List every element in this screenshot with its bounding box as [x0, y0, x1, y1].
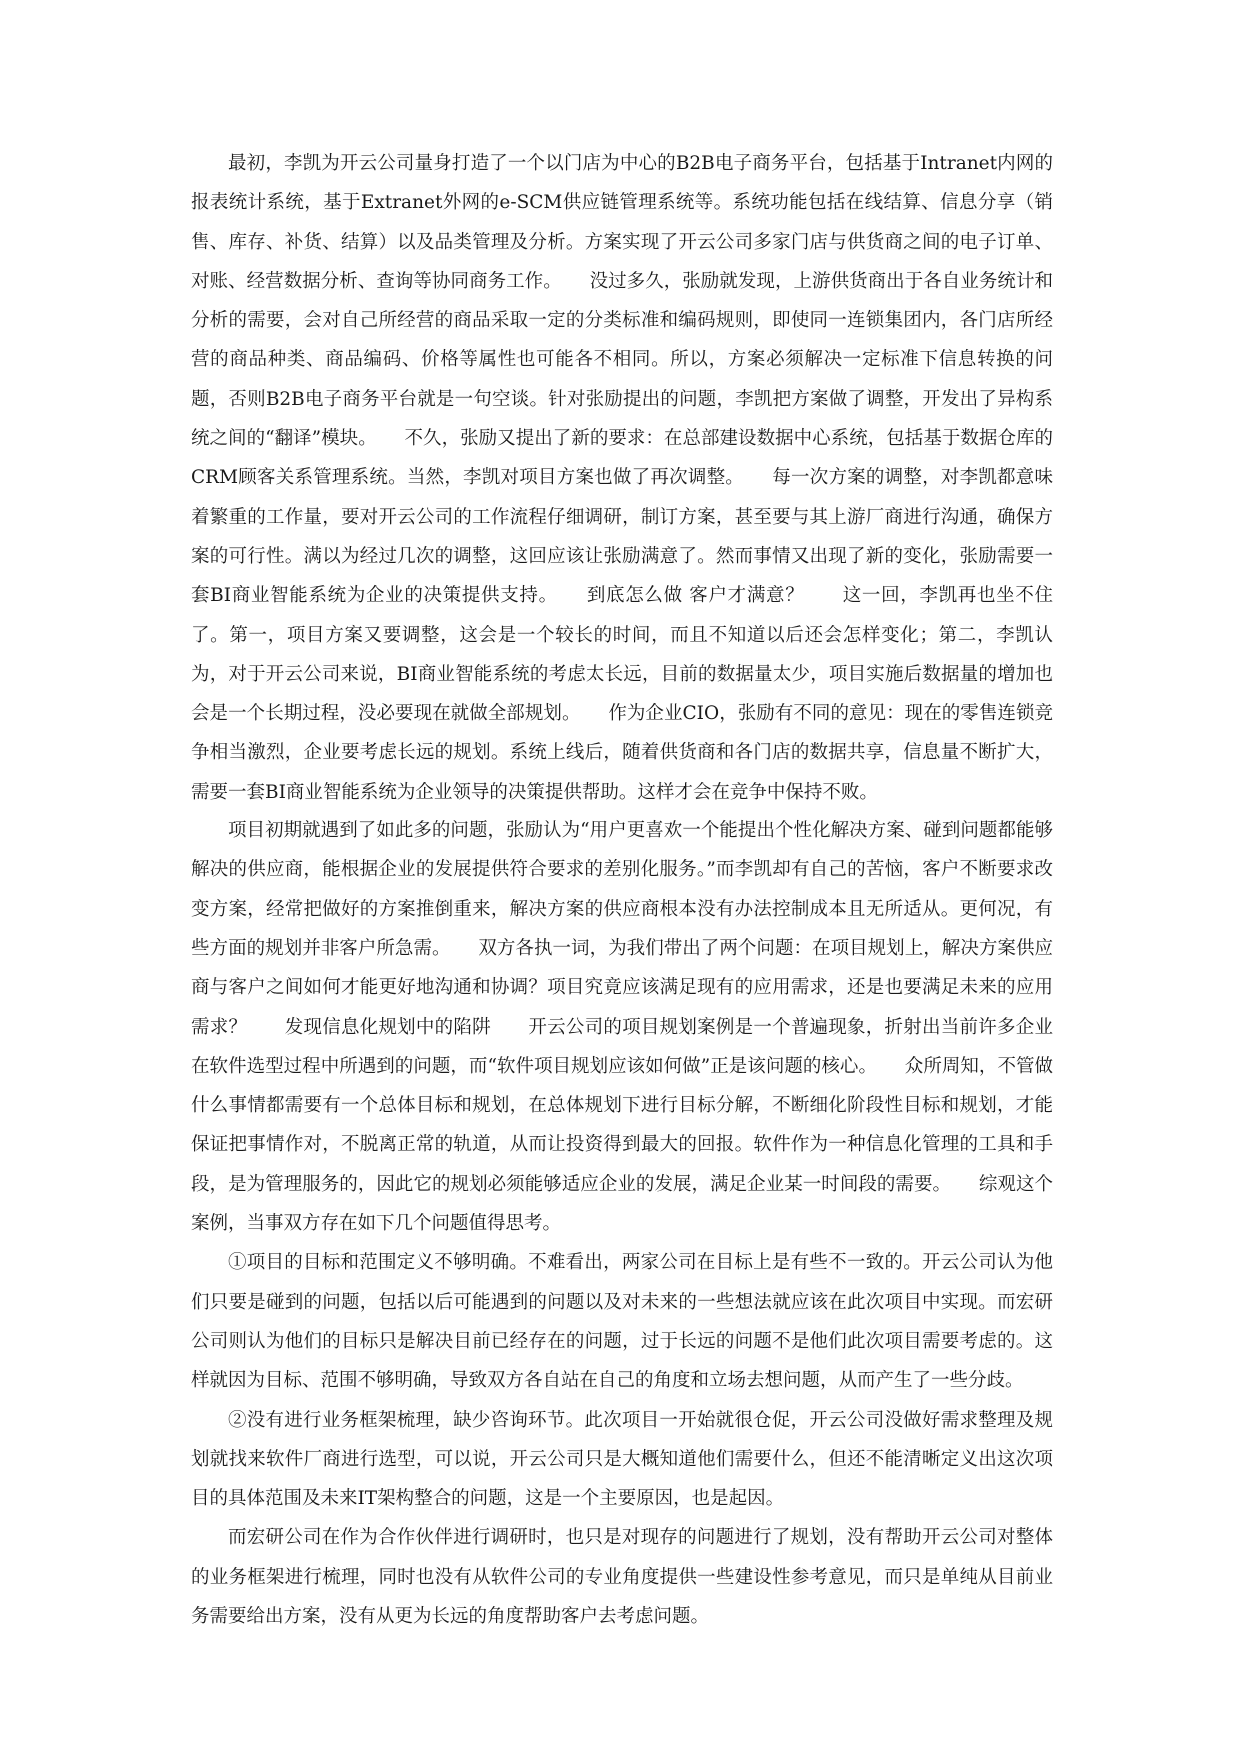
paragraph: ①项目的目标和范围定义不够明确。不难看出，两家公司在目标上是有些不一致的。开云公司认为他们只要是碰到的问题，包括以后可能遇到的问题以及对未来的一些想法就应该在此次项目中实现。而宏研公司则认为他们的目标只是解决目前已经存在的问题，过于长远的问题不是他们此次项目需要考虑的。这样就因为目标、范围不够明确，导致双方各自站在自己的角度和立场去想问题，从而产生了一些分歧。 — [191, 1252, 1053, 1392]
document-body — [191, 144, 1053, 1636]
paragraph: ②没有进行业务框架梳理，缺少咨询环节。此次项目一开始就很仓促，开云公司没做好需求整理及规划就找来软件厂商进行选型，可以说，开云公司只是大概知道他们需要什么，但还不能清晰定义出这次项目的具体范围及未来IT架构整合的问题，这是一个主要原因，也是起因。 — [191, 1409, 1053, 1510]
paragraph: 项目初期就遇到了如此多的问题，张励认为“用户更喜欢一个能提出个性化解决方案、碰到问题都能够解决的供应商，能根据企业的发展提供符合要求的差别化服务。”而李凯却有自己的苦恼，客户不断要求改变方案，经常把做好的方案推倒重来，解决方案的供应商根本没有办法控制成本且无所适从。更何况，有些方面的规划并非客户所急需。 双方各执一词，为我们带出了两个问题：在项目规划上，解决方案供应商与客户之间如何才能更好地沟通和协调？项目究竟应该满足现有的应用需求，还是也要满足未来的应用需求？ 发现信息化规划中的陷阱 开云公司的项目规划案例是一个普遍现象，折射出当前许多企业在软件选型过程中所遇到的问题，而“软件项目规划应该如何做”正是该问题的核心。 众所周知，不管做什么事情都需要有一个总体目标和规划，在总体规划下进行目标分解，不断细化阶段性目标和规划，才能保证把事情作对，不脱离正常的轨道，从而让投资得到最大的回报。软件作为一种信息化管理的工具和手段，是为管理服务的，因此它的规划必须能够适应企业的发展，满足企业某一时间段的需要。 综观这个案例，当事双方存在如下几个问题值得思考。 — [191, 820, 1053, 1235]
paragraph: 最初，李凯为开云公司量身打造了一个以门店为中心的B2B电子商务平台，包括基于Intranet内网的报表统计系统，基于Extranet外网的e-SCM供应链管理系统等。系统功能包括在线结算、信息分享（销售、库存、补货、结算）以及品类管理及分析。方案实现了开云公司多家门店与供货商之间的电子订单、对账、经营数据分析、查询等协同商务工作。 没过多久，张励就发现，上游供货商出于各自业务统计和分析的需要，会对自己所经营的商品采取一定的分类标准和编码规则，即使同一连锁集团内，各门店所经营的商品种类、商品编码、价格等属性也可能各不相同。所以，方案必须解决一定标准下信息转换的问题，否则B2B电子商务平台就是一句空谈。针对张励提出的问题，李凯把方案做了调整，开发出了异构系统之间的“翻译”模块。 不久，张励又提出了新的要求：在总部建设数据中心系统，包括基于数据仓库的CRM顾客关系管理系统。当然，李凯对项目方案也做了再次调整。 每一次方案的调整，对李凯都意味着繁重的工作量，要对开云公司的工作流程仔细调研，制订方案，甚至要与其上游厂商进行沟通，确保方案的可行性。满以为经过几次的调整，这回应该让张励满意了。然而事情又出现了新的变化，张励需要一套BI商业智能系统为企业的决策提供支持。 到底怎么做 客户才满意？ 这一回，李凯再也坐不住了。第一，项目方案又要调整，这会是一个较长的时间，而且不知道以后还会怎样变化；第二，李凯认为，对于开云公司来说，BI商业智能系统的考虑太长远，目前的数据量太少，项目实施后数据量的增加也会是一个长期过程，没必要现在就做全部规划。 作为企业CIO，张励有不同的意见：现在的零售连锁竞争相当激烈，企业要考虑长远的规划。系统上线后，随着供货商和各门店的数据共享，信息量不断扩大，需要一套BI商业智能系统为企业领导的决策提供帮助。这样才会在竞争中保持不败。 — [191, 153, 1053, 803]
paragraph: 而宏研公司在作为合作伙伴进行调研时，也只是对现存的问题进行了规划，没有帮助开云公司对整体的业务框架进行梳理，同时也没有从软件公司的专业角度提供一些建设性参考意见，而只是单纯从目前业务需要给出方案，没有从更为长远的角度帮助客户去考虑问题。 — [191, 1527, 1053, 1627]
